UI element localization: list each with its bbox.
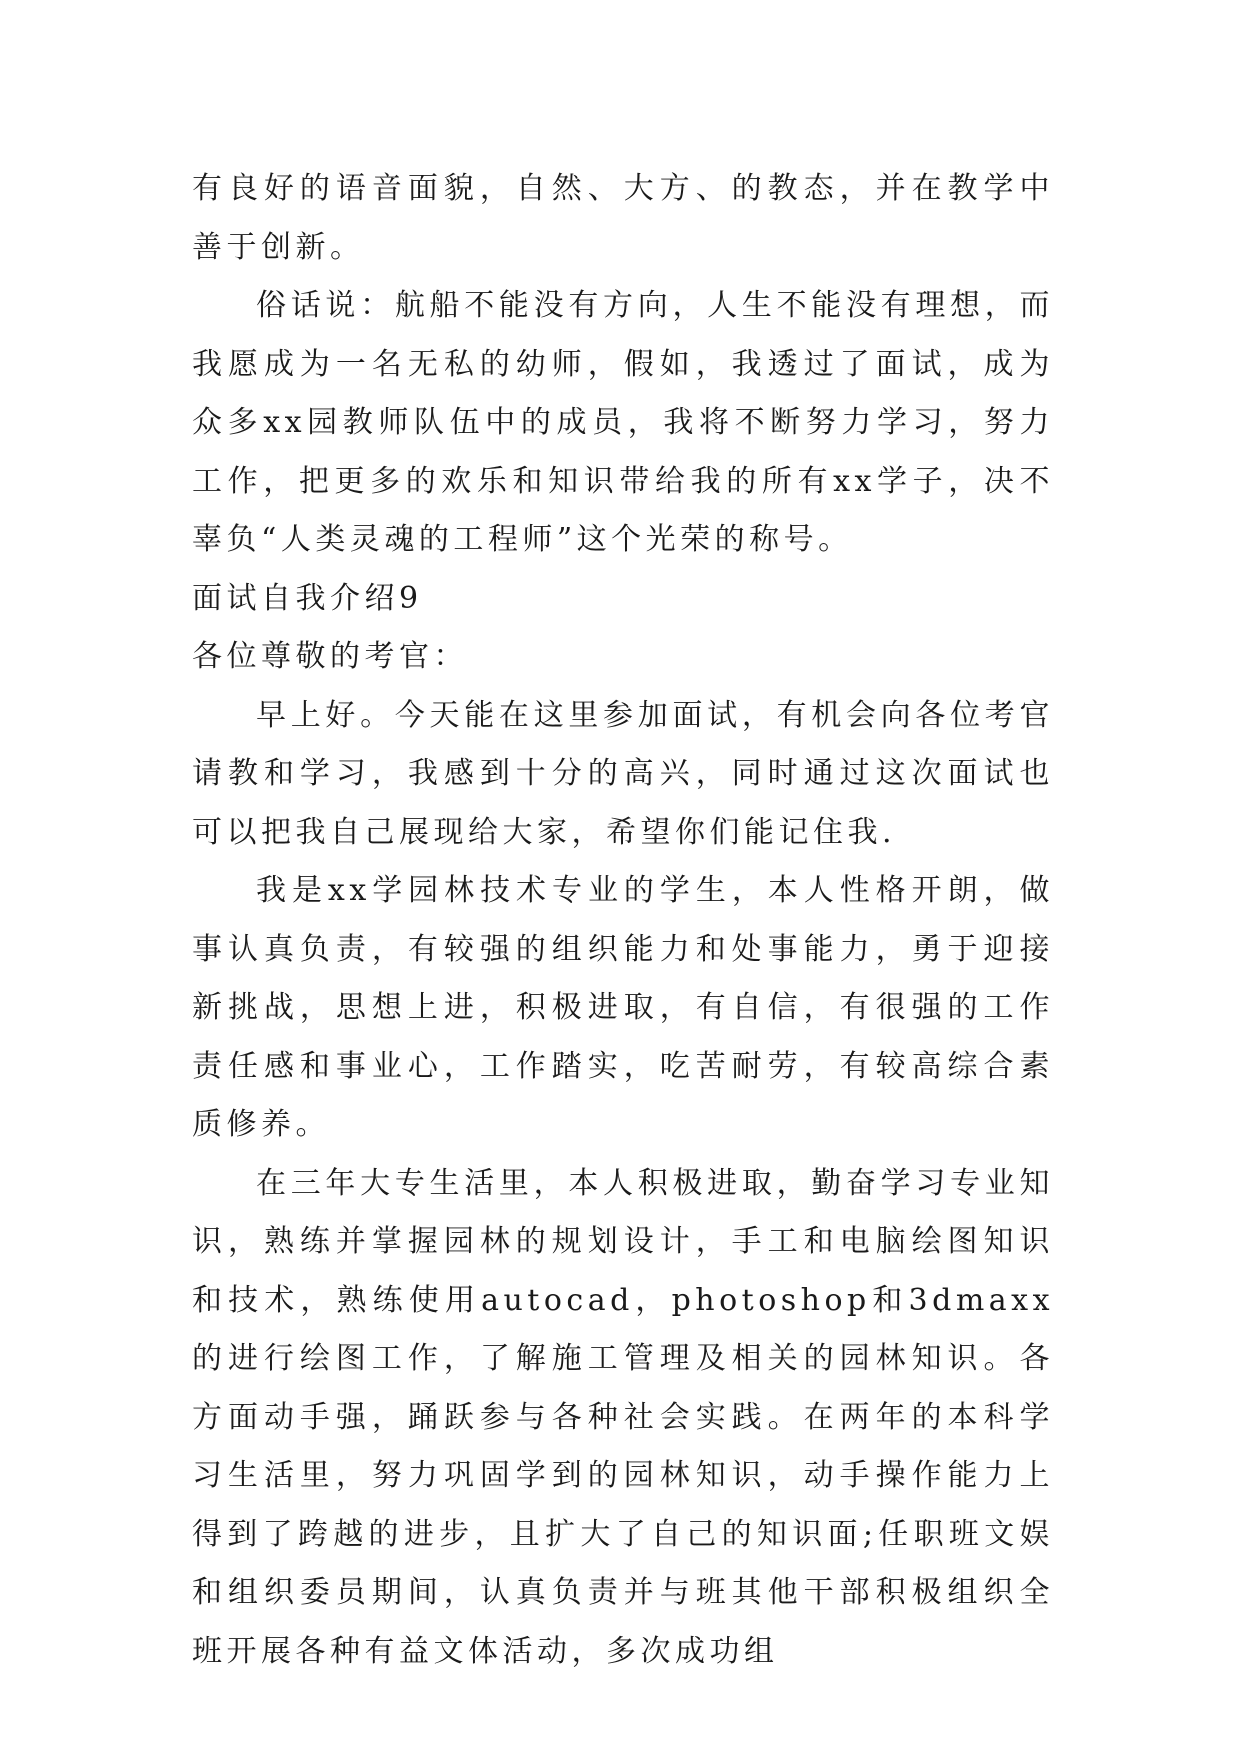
paragraph-personality: 我是xx学园林技术专业的学生，本人性格开朗，做事认真负责，有较强的组织能力和处事能力，勇于迎接新挑战，思想上进，积极进取，有自信，有很强的工作责任感和事业心，工作踏实，吃苦耐劳，有较高综合素质修养。 <box>192 873 1054 1142</box>
paragraph-teaching-style: 有良好的语音面貌，自然、大方、的教态，并在教学中善于创新。 <box>192 171 1054 265</box>
salutation: 各位尊敬的考官： <box>192 639 468 674</box>
paragraph-greeting: 早上好。今天能在这里参加面试，有机会向各位考官请教和学习，我感到十分的高兴，同时通过这次面试也可以把我自己展现给大家，希望你们能记住我. <box>192 697 1054 850</box>
section-heading: 面试自我介绍9 <box>192 580 423 616</box>
paragraph-college-experience: 在三年大专生活里，本人积极进取，勤奋学习专业知识，熟练并掌握园林的规划设计，手工和电脑绘图知识和技术，熟练使用autocad，photoshop和3dmaxx的进行绘图工作，了解施工管理及相关的园林知识。各方面动手强，踊跃参与各种社会实践。在两年的本科学习生活里，努力巩固学到的园林知识，动手操作能力上得到了跨越的进步，且扩大了自己的知识面;任职班文娱和组织委员期间，认真负责并与班其他干部积极组织全班开展各种有益文体活动，多次成功组 <box>192 1165 1054 1669</box>
paragraph-aspiration: 俗话说：航船不能没有方向，人生不能没有理想，而我愿成为一名无私的幼师，假如，我透过了面试，成为众多xx园教师队伍中的成员，我将不断努力学习，努力工作，把更多的欢乐和知识带给我的所有xx学子，决不辜负“人类灵魂的工程师”这个光荣的称号。 <box>192 288 1054 557</box>
document-body <box>192 160 1054 1681</box>
